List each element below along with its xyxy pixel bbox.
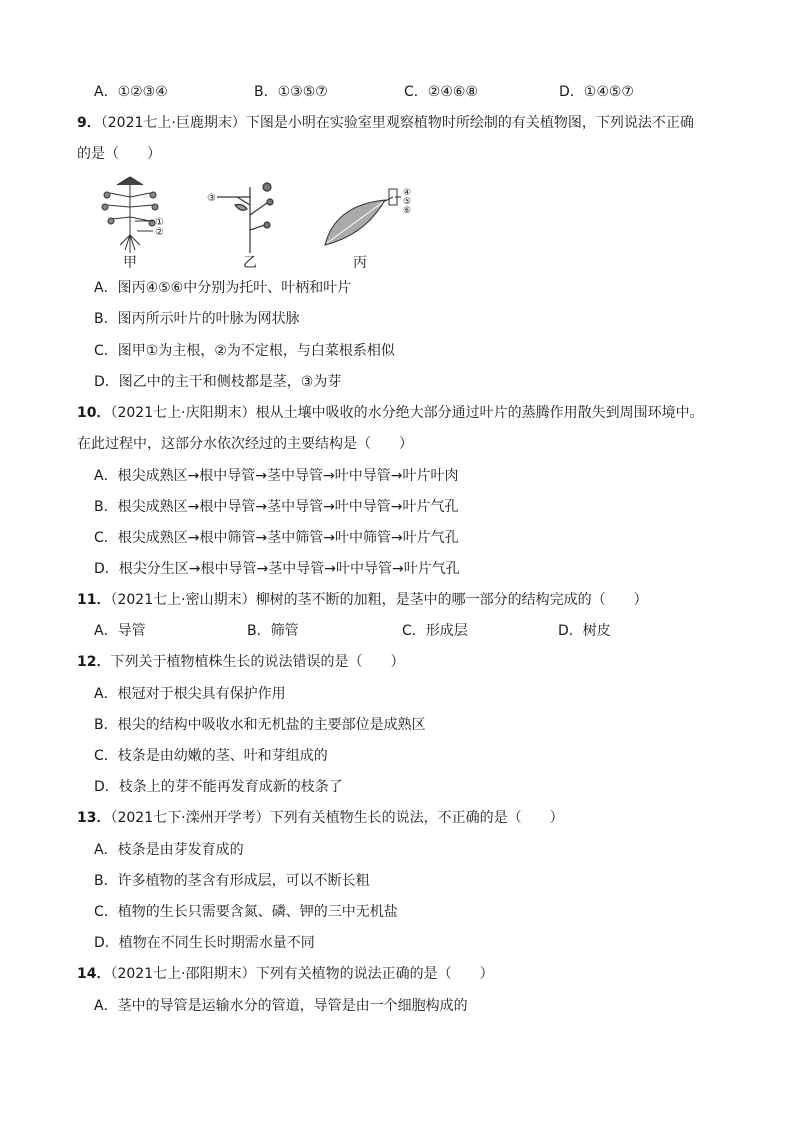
q13-number: 13．: [77, 810, 111, 826]
label-5: ⑤: [403, 197, 412, 207]
q8-option-c[interactable]: C．②④⑥⑧: [404, 84, 478, 100]
q13-option-d[interactable]: D．植物在不同生长时期需水量不同: [94, 935, 315, 951]
plant-bing-drawing: [325, 189, 401, 245]
q9-plant-figure: [95, 175, 425, 270]
q12-stem-text: 下列关于植物植株生长的说法错误的是（ ）: [110, 654, 405, 670]
q13-option-b[interactable]: B．许多植物的茎含有形成层，可以不断长粗: [94, 873, 370, 889]
q12-option-d[interactable]: D．枝条上的芽不能再发育成新的枝条了: [94, 779, 343, 795]
q11-option-d[interactable]: D．树皮: [558, 623, 611, 639]
q13-source: （2021七下·滦州开学考）: [110, 810, 270, 826]
q12-option-a[interactable]: A．根冠对于根尖具有保护作用: [94, 686, 286, 702]
q8-option-b[interactable]: B．①③⑤⑦: [254, 84, 328, 100]
q11-stem: [77, 590, 648, 610]
q12-stem: [77, 652, 404, 672]
q13-option-a[interactable]: A．枝条是由芽发育成的: [94, 842, 244, 858]
q10-stem: [77, 403, 704, 423]
q10-stem-line2: 在此过程中，这部分水依次经过的主要结构是（ ）: [77, 436, 413, 452]
q10-option-d[interactable]: D．根尖分生区→根中导管→茎中导管→叶中导管→叶片气孔: [94, 561, 460, 577]
q14-source: （2021七上·邵阳期末）: [110, 966, 256, 982]
q12-number: 12．: [77, 654, 111, 670]
q10-number: 10．: [77, 405, 111, 421]
q11-option-a[interactable]: A．导管: [94, 623, 146, 639]
q12-option-b[interactable]: B．根尖的结构中吸收水和无机盐的主要部位是成熟区: [94, 717, 426, 733]
q8-option-d[interactable]: D．①④⑤⑦: [559, 84, 634, 100]
q9-stem-text: 下图是小明在实验室里观察植物时所绘制的有关植物图，下列说法不正确: [245, 115, 694, 131]
q9-option-a[interactable]: A．图丙④⑤⑥中分别为托叶、叶柄和叶片: [94, 280, 352, 296]
q11-source: （2021七上·密山期末）: [110, 592, 256, 608]
caption-yi: 乙: [243, 255, 257, 271]
q8-option-a[interactable]: A．①②③④: [94, 84, 168, 100]
plant-drawings: [95, 175, 425, 270]
label-1: ①: [155, 217, 164, 228]
caption-bing: 丙: [353, 255, 367, 271]
q12-option-c[interactable]: C．枝条是由幼嫩的茎、叶和芽组成的: [94, 748, 328, 764]
caption-jia: 甲: [123, 255, 137, 271]
q8-options-row: [94, 82, 734, 102]
q13-stem: [77, 808, 564, 828]
q14-option-a[interactable]: A．茎中的导管是运输水分的管道，导管是由一个细胞构成的: [94, 998, 468, 1014]
q10-stem-text: 根从土壤中吸收的水分绝大部分通过叶片的蒸腾作用散失到周围环境中。: [255, 405, 704, 421]
q9-option-c[interactable]: C．图甲①为主根，②为不定根，与白菜根系相似: [94, 343, 395, 359]
q9-stem: [77, 113, 694, 133]
q11-option-c[interactable]: C．形成层: [402, 623, 468, 639]
label-4: ④: [403, 188, 412, 198]
label-2: ②: [155, 227, 164, 238]
q9-source: （2021七上·巨鹿期末）: [100, 115, 246, 131]
q14-stem-text: 下列有关植物的说法正确的是（ ）: [255, 966, 494, 982]
q13-stem-text: 下列有关植物生长的说法，不正确的是（ ）: [269, 810, 564, 826]
plant-jia-drawing: [102, 177, 158, 253]
q9-stem-line2: 的是（ ）: [77, 146, 161, 162]
q10-option-a[interactable]: A．根尖成熟区→根中导管→茎中导管→叶中导管→叶片叶肉: [94, 468, 459, 484]
q11-options-row: [94, 621, 734, 641]
q10-option-b[interactable]: B．根尖成熟区→根中导管→茎中导管→叶中导管→叶片气孔: [94, 499, 459, 515]
plant-yi-drawing: [217, 183, 273, 253]
q11-stem-text: 柳树的茎不断的加粗，是茎中的哪一部分的结构完成的（ ）: [255, 592, 648, 608]
q9-option-d[interactable]: D．图乙中的主干和侧枝都是茎，③为芽: [94, 374, 342, 390]
q9-number: 9．: [77, 115, 101, 131]
q14-stem: [77, 964, 494, 984]
label-6: ⑥: [403, 206, 412, 216]
q11-option-b[interactable]: B．筛管: [247, 623, 299, 639]
q13-option-c[interactable]: C．植物的生长只需要含氮、磷、钾的三中无机盐: [94, 904, 398, 920]
q9-option-b[interactable]: B．图丙所示叶片的叶脉为网状脉: [94, 311, 300, 327]
q14-number: 14．: [77, 966, 111, 982]
q10-option-c[interactable]: C．根尖成熟区→根中筛管→茎中筛管→叶中筛管→叶片气孔: [94, 530, 459, 546]
label-3: ③: [207, 193, 216, 204]
q10-source: （2021七上·庆阳期末）: [110, 405, 256, 421]
q11-number: 11．: [77, 592, 111, 608]
